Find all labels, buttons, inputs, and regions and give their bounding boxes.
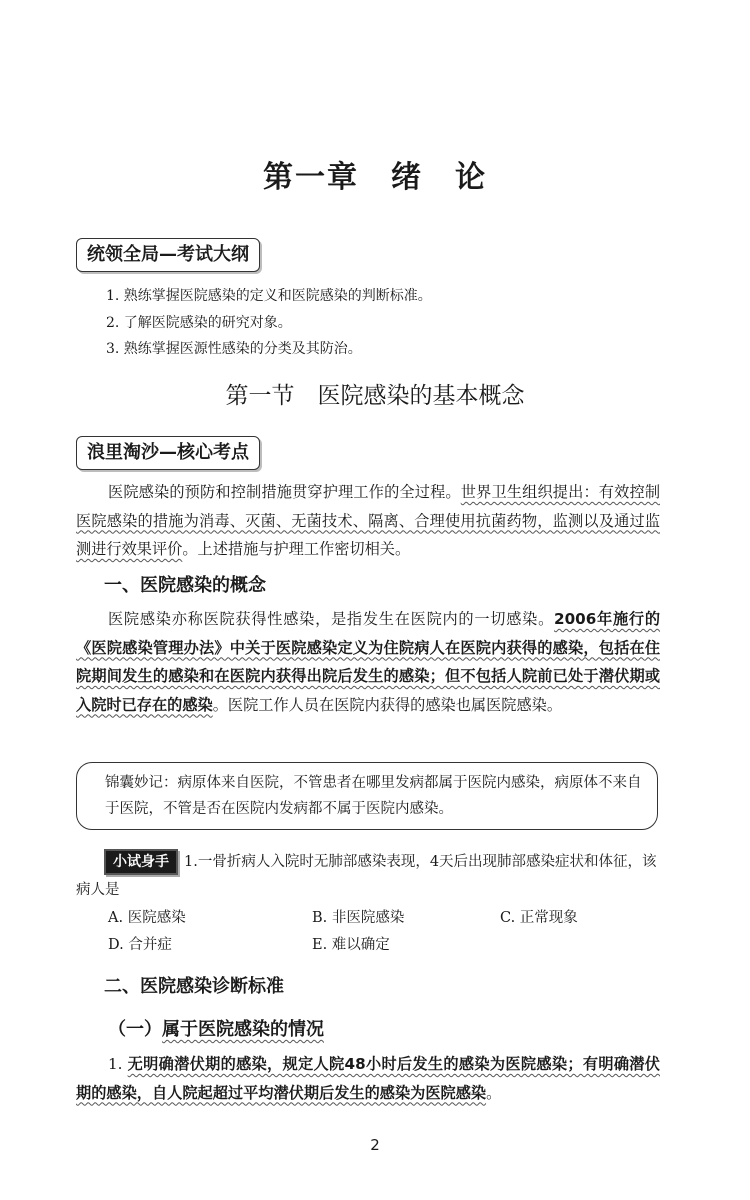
concept-plain-text: 医院感染亦称医院获得性感染，是指发生在医院内的一切感染。 [108,610,555,628]
outline-heading: 统领全局—考试大纲 [76,238,260,272]
concept-heading: 一、医院感染的概念 [104,575,266,596]
mnemonic-box [76,762,658,830]
outline-item: 1. 熟练掌握医院感染的定义和医院感染的判断标准。 [106,288,432,304]
quiz-option-e: E. 难以确定 [312,937,390,953]
criteria-item-key: 无明确潜伏期的感染，规定人院48小时后发生的感染为医院感染；有明确潜伏期的感染，自人院起超过平均潜伏期后发生的感染为医院感染 [76,1055,660,1102]
criteria-sub-key: 属于医院感染的情况 [162,1019,324,1040]
core-heading: 浪里淘沙—核心考点 [76,436,260,470]
criteria-sub-prefix: （一） [108,1019,162,1040]
quiz-option-d: D. 合并症 [108,937,172,953]
criteria-item-prefix: 1. [108,1055,128,1073]
outline-item: 2. 了解医院感染的研究对象。 [106,314,292,331]
core-tail-text: 。上述措施与护理工作密切相关。 [182,540,411,558]
criteria-subheading [108,1015,324,1041]
mnemonic-text: 锦囊妙记：病原体来自医院，不管患者在哪里发病都属于医院内感染，病原体不来自于医院，不管是否在医院内发病都不属于医院内感染。 [105,775,642,817]
concept-tail-text: 。医院工作人员在医院内获得的感染也属医院感染。 [212,695,562,714]
concept-paragraph [76,605,660,719]
core-paragraph [76,478,660,564]
criteria-item-1 [76,1050,660,1107]
quiz-question [76,848,660,904]
quiz-question-text: 1.一骨折病人入院时无肺部感染表现，4天后出现肺部感染症状和体征，该病人是 [76,854,657,898]
quiz-option-a: A. 医院感染 [108,910,186,926]
section-title: 第一节 医院感染的基本概念 [225,383,525,409]
core-highlight-text: 世界卫生组织提出：有效控制医院感染的措施为消毒、灭菌、无菌技术、隔离、合理使用抗菌药物，监测以及通过监测进行效果评价 [76,483,661,558]
quiz-option-c: C. 正常现象 [500,910,578,926]
quiz-option-b: B. 非医院感染 [312,910,405,926]
concept-key-text: 2006年施行的《医院感染管理办法》中关于医院感染定义为住院病人在医院内获得的感染，包括在住院期间发生的感染和在医院内获得出院后发生的感染；但不包括人院前已处于潜伏期或入院时已存在的感染 [76,610,661,714]
core-plain-text: 医院感染的预防和控制措施贯穿护理工作的全过程。 [108,483,461,501]
outline-list [106,283,432,363]
chapter-title: 第一章 绪 论 [263,160,487,195]
criteria-item-tail: 。 [486,1083,502,1102]
quiz-tag: 小试身手 [104,849,178,875]
page-number: 2 [370,1136,380,1154]
outline-item: 3. 熟练掌握医源性感染的分类及其防治。 [106,341,362,357]
criteria-heading: 二、医院感染诊断标准 [104,976,284,997]
